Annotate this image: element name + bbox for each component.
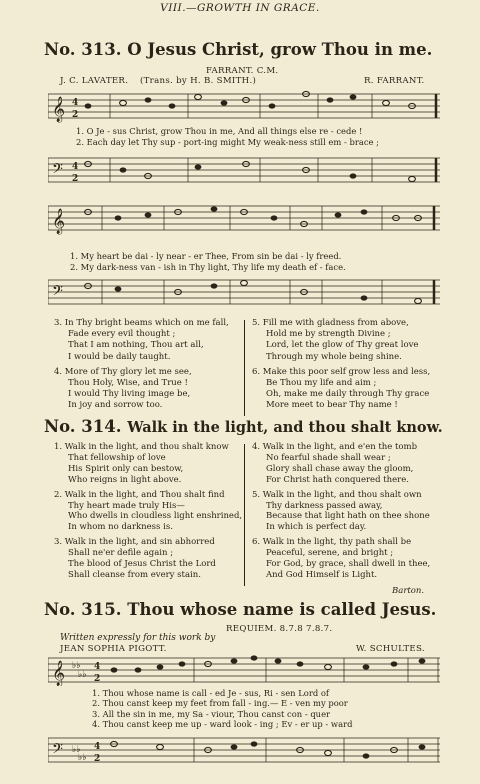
hymn-313-composer: R. FARRANT. (364, 76, 425, 86)
hymn-313-verses-right (252, 318, 430, 412)
svg-text:2: 2 (72, 174, 79, 184)
hymn-315-lyric-3: 3. All the sin in me, my Sa - viour, Thou canst con - quer (92, 708, 331, 719)
hymn-313-system-2-treble-staff (48, 196, 440, 238)
hymn-314-verse-5 (252, 490, 430, 534)
svg-text:4: 4 (72, 98, 79, 108)
hymn-315-tune: REQUIEM. 8.7.8 7.8.7. (226, 624, 333, 634)
verse-line: 4. More of Thy glory let me see, (54, 366, 192, 377)
verse-line: And God Himself is Light. (266, 569, 378, 580)
svg-text:𝄢: 𝄢 (52, 741, 63, 761)
hymn-314-verse-1 (54, 442, 242, 486)
svg-text:4: 4 (94, 662, 101, 672)
svg-text:♭♭: ♭♭ (78, 670, 87, 680)
svg-text:𝄞: 𝄞 (52, 97, 66, 122)
verse-line: Who dwells in cloudless light enshrined, (68, 511, 243, 522)
svg-text:𝄢: 𝄢 (52, 161, 63, 181)
hymn-315-author: JEAN SOPHIA PIGOTT. (60, 644, 167, 654)
verse-line: For Christ hath conquered there. (266, 474, 409, 485)
running-head: VIII.—GROWTH IN GRACE. (160, 2, 320, 14)
svg-text:2: 2 (72, 110, 79, 120)
svg-text:𝄞: 𝄞 (52, 209, 66, 234)
hymn-313-verse-6 (252, 367, 430, 412)
verse-line: Shall cleanse from every stain. (68, 569, 201, 580)
verse-line: 1. Walk in the light, and thou shalt know (54, 442, 229, 452)
verse-line: Hold me by strength Divine ; (266, 329, 391, 340)
column-divider (244, 444, 245, 586)
hymn-313-heading (44, 40, 432, 59)
hymn-313-number: No. 313. (44, 40, 122, 59)
verse-line: In which is perfect day. (266, 522, 367, 533)
hymn-313-verse-4 (54, 367, 229, 412)
hymn-314-attribution: Barton. (392, 586, 425, 596)
verse-line: 3. Walk in the light, and sin abhorred (54, 537, 215, 548)
hymn-313-system-2-lyric-2: 2. My dark-ness van - ish in Thy light, Thy life my death ef - face. (70, 262, 346, 272)
verse-line: 6. Make this poor self grow less and less, (252, 366, 431, 377)
hymn-313-tune: FARRANT. C.M. (206, 66, 279, 76)
hymn-313-system-1-lyric-2: 2. Each day let Thy sup - port-ing might My weak-ness still em - brace ; (76, 137, 379, 147)
verse-line: Who reigns in light above. (68, 474, 182, 485)
svg-text:2: 2 (94, 754, 101, 764)
hymn-314-verses-right (252, 442, 430, 581)
verse-line: I would be daily taught. (68, 351, 171, 362)
verse-line: Peaceful, serene, and bright ; (266, 548, 394, 559)
verse-line: 5. Fill me with gladness from above, (252, 318, 409, 328)
hymn-313-system-1-bass-staff (48, 150, 440, 188)
hymn-313-verse-3 (54, 318, 229, 363)
verse-line: For God, by grace, shall dwell in thee, (266, 559, 431, 570)
verse-line: In whom no darkness is. (68, 522, 173, 533)
hymn-315-lyric-2: 2. Thou canst keep my feet from fall - ing.— E - ven my poor (92, 698, 348, 709)
hymn-313-title: O Jesus Christ, grow Thou in me. (127, 40, 433, 59)
hymn-315-lyric-4: 4. Thou canst keep me up - ward look - ing ; Ev - er up - ward (92, 719, 353, 730)
verse-line: I would Thy living image be, (68, 389, 191, 400)
svg-text:♭♭: ♭♭ (72, 745, 81, 755)
hymn-314-verse-4 (252, 442, 430, 486)
hymn-313-verses-left (54, 318, 229, 412)
hymn-315-number: No. 315. (44, 600, 122, 619)
verse-line: Glory shall chase away the gloom, (266, 463, 414, 474)
hymn-314-number: No. 314. (44, 417, 122, 436)
hymn-313-system-1-lyric-1: 1. O Je - sus Christ, grow Thou in me, And all things else re - cede ! (76, 126, 363, 136)
hymn-315-title: Thou whose name is called Jesus. (127, 600, 437, 619)
verse-line: That fellowship of love (68, 452, 166, 463)
column-divider (244, 320, 245, 416)
verse-line: No fearful shade shall wear ; (266, 452, 391, 463)
svg-text:𝄞: 𝄞 (52, 661, 66, 686)
hymn-315-treble-staff (48, 652, 440, 686)
svg-text:2: 2 (94, 674, 101, 684)
verse-line: 4. Walk in the light, and e'en the tomb (252, 442, 418, 452)
hymn-313-verse-5 (252, 318, 430, 363)
svg-text:𝄢: 𝄢 (52, 283, 63, 303)
svg-text:♭♭: ♭♭ (78, 753, 87, 763)
hymn-313-translator: (Trans. by H. B. SMITH.) (140, 76, 257, 86)
verse-line: Be Thou my life and aim ; (266, 378, 377, 389)
svg-text:♭♭: ♭♭ (72, 661, 81, 671)
hymn-314-verse-2 (54, 490, 242, 534)
verse-line: In joy and sorrow too. (68, 400, 163, 411)
hymn-314-verse-6 (252, 537, 430, 581)
verse-line: Fade every evil thought ; (68, 329, 176, 340)
verse-line: Thou Holy, Wise, and True ! (68, 378, 188, 389)
hymn-314-title: Walk in the light, and thou shalt know. (127, 419, 443, 436)
hymn-315-bass-staff (48, 730, 440, 770)
hymn-315-lyric-1: 1. Thou whose name is call - ed Je - sus, Ri - sen Lord of (92, 688, 330, 698)
verse-line: The blood of Jesus Christ the Lord (68, 559, 216, 570)
verse-line: More meet to bear Thy name ! (266, 400, 398, 411)
verse-line: 5. Walk in the light, and thou shalt own (252, 489, 422, 500)
hymn-313-system-1-treble-staff (48, 86, 440, 124)
hymn-315-lyrics (92, 688, 352, 730)
verse-line: Oh, make me daily through Thy grace (266, 389, 430, 400)
verse-line: Thy heart made truly His— (68, 500, 185, 511)
verse-line: Lord, let the glow of Thy great love (266, 340, 419, 351)
hymn-313-system-2-lyric-1: 1. My heart be dai - ly near - er Thee, From sin be dai - ly freed. (70, 251, 342, 261)
hymn-314-heading (44, 417, 443, 436)
hymn-315-heading (44, 600, 436, 619)
hymn-313-author: J. C. LAVATER. (60, 76, 129, 86)
svg-text:4: 4 (72, 162, 79, 172)
verse-line: Shall ne'er defile again ; (68, 548, 174, 559)
verse-line: His Spirit only can bestow, (68, 463, 184, 474)
hymn-315-note: Written expressly for this work by (60, 633, 216, 643)
hymn-313-system-2-bass-staff (48, 272, 440, 312)
verse-line: 6. Walk in the light, thy path shall be (252, 537, 412, 548)
verse-line: 2. Walk in the light, and Thou shalt find (54, 489, 225, 500)
verse-line: Because that light hath on thee shone (266, 511, 430, 522)
hymn-314-verse-3 (54, 537, 242, 581)
svg-text:4: 4 (94, 742, 101, 752)
hymn-315-composer: W. SCHULTES. (356, 644, 425, 654)
verse-line: Thy darkness passed away, (266, 500, 383, 511)
verse-line: 3. In Thy bright beams which on me fall, (54, 318, 229, 328)
verse-line: That I am nothing, Thou art all, (68, 340, 204, 351)
hymn-314-verses-left (54, 442, 242, 581)
verse-line: Through my whole being shine. (266, 351, 402, 362)
